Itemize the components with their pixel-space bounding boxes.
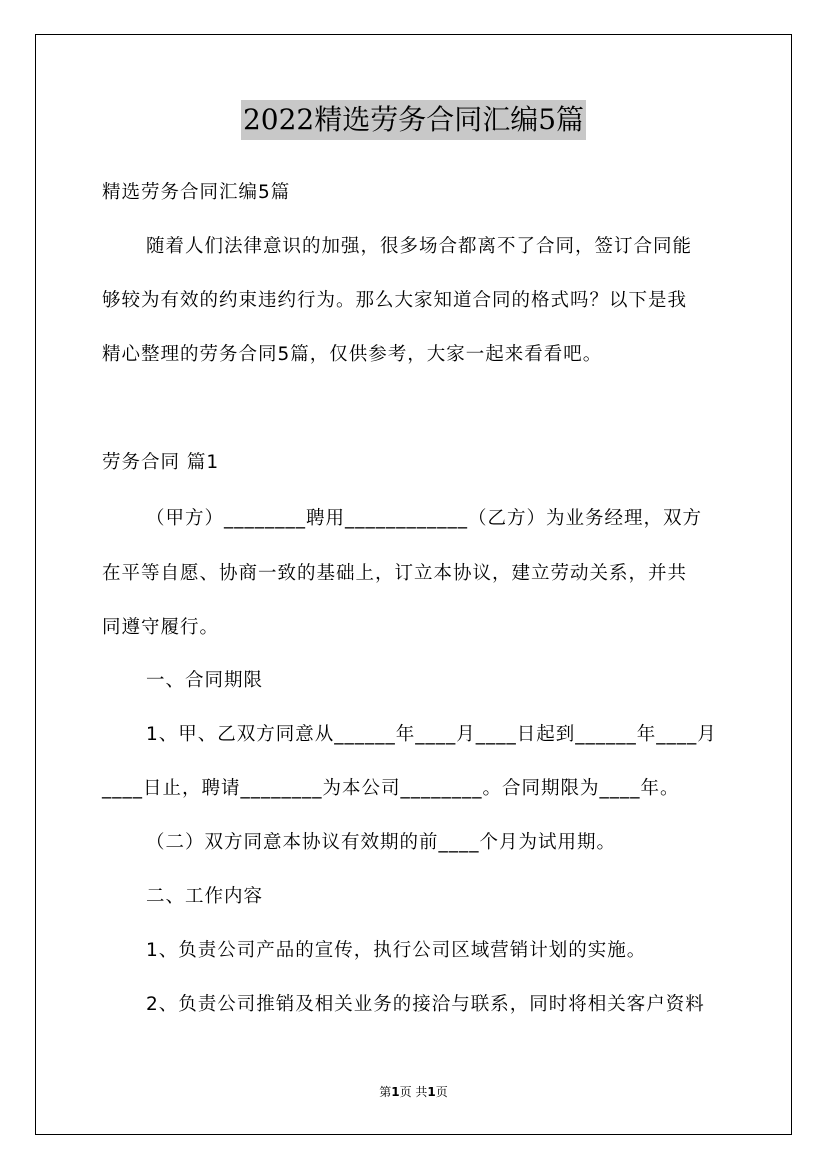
intro-line-3: 精心整理的劳务合同5篇，仅供参考，大家一起来看看吧。 [102,344,603,365]
body-line-1: （甲方）________聘用____________（乙方）为业务经理，双方 [146,508,703,529]
body-line-5: 1、甲、乙双方同意从______年____月____日起到______年____月 [146,724,717,745]
footer-prefix: 第 [379,1085,392,1099]
intro-line-1: 随着人们法律意识的加强，很多场合都离不了合同，签订合同能 [146,236,693,257]
body-line-7: （二）双方同意本协议有效期的前____个月为试用期。 [146,832,617,853]
footer-page-number: 1 [391,1085,400,1099]
page-footer [0,1083,827,1100]
body-line-9: 1、负责公司产品的宣传，执行公司区域营销计划的实施。 [146,940,647,961]
body-line-2: 在平等自愿、协商一致的基础上，订立本协议，建立劳动关系，并共 [102,563,688,584]
section-heading: 劳务合同 篇1 [102,452,220,473]
clause-heading-2: 二、工作内容 [146,886,264,907]
document-title: 2022精选劳务合同汇编5篇 [241,100,586,140]
body-line-6: ____日止，聘请________为本公司________。合同期限为____年。 [102,778,680,799]
intro-line-2: 够较为有效的约束违约行为。那么大家知道合同的格式吗？以下是我 [102,290,688,311]
body-line-3: 同遵守履行。 [102,617,220,638]
footer-suffix: 页 [435,1085,448,1099]
body-line-10: 2、负责公司推销及相关业务的接洽与联系，同时将相关客户资料 [146,994,705,1015]
footer-mid: 页 共 [399,1085,428,1099]
footer-page-total: 1 [427,1085,436,1099]
document-subtitle: 精选劳务合同汇编5篇 [102,182,291,203]
clause-heading-1: 一、合同期限 [146,670,264,691]
